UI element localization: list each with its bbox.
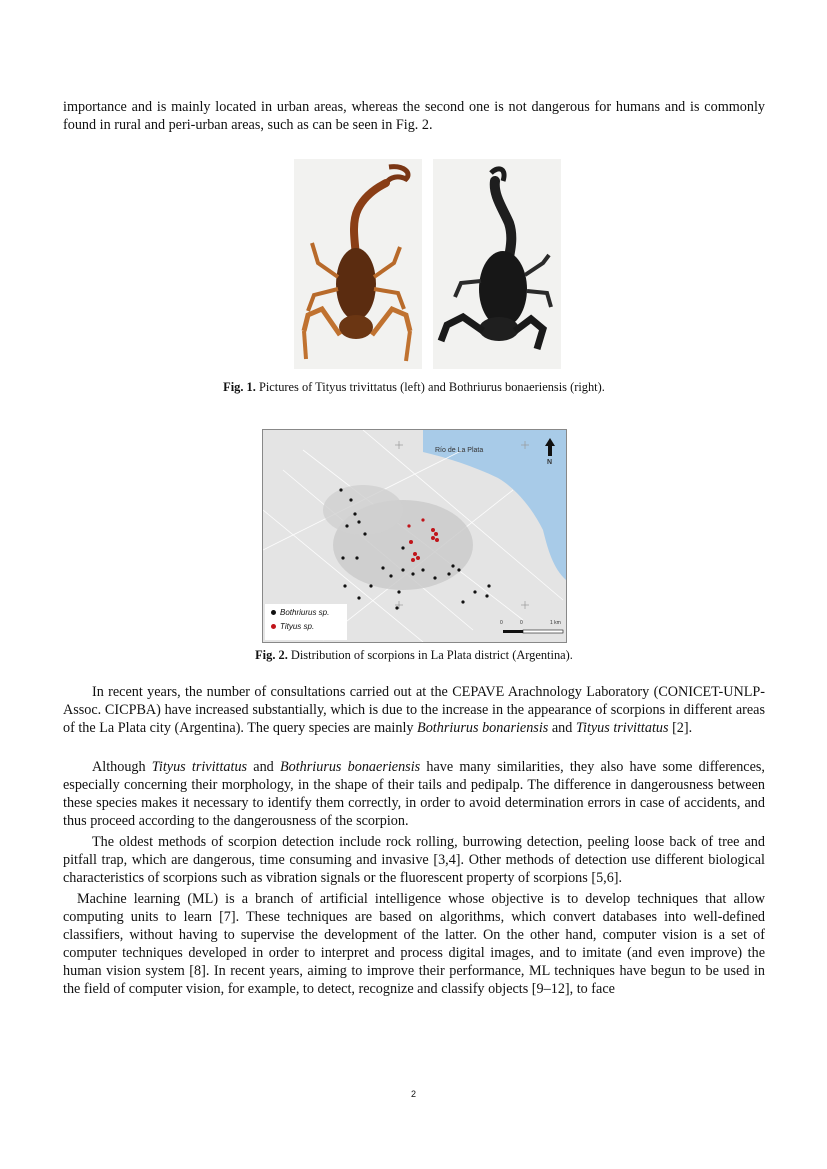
figure-2-caption xyxy=(63,647,765,663)
paragraph-machine-learning: Machine learning (ML) is a branch of artificial intelligence whose objective is to develop techniques that allow computing units to learn [7]. These techniques are based on algorithms, which convert databases into well-defined classifiers, without having to supervise the development of the latter. On the other hand, computer vision is a set of computer techniques developed in order to interpret and process digital images, and to imitate (and even improve) the human vision system [8]. In recent years, aiming to improve their performance, ML techniques have begun to be used in the field of computer vision, for example, to detect, recognize and classify objects [9–12], to face xyxy=(63,891,765,997)
figure-2-map xyxy=(262,429,567,643)
photo-tityus-trivittatus xyxy=(294,159,422,369)
bothriurus-dot-icon xyxy=(271,610,276,615)
figure-2-label: Fig. 2. xyxy=(255,648,288,662)
river-label: Río de La Plata xyxy=(435,447,484,454)
paragraph-continuation: importance and is mainly located in urban areas, whereas the second one is not dangerous for humans and is commonly found in rural and peri-urban areas, such as can be seen in Fig. 2. xyxy=(63,99,765,133)
north-label: N xyxy=(547,459,553,466)
legend-tityus: Tityus sp. xyxy=(280,622,315,631)
map-legend xyxy=(265,604,347,640)
scale-label-2: 1 km xyxy=(550,620,561,626)
figure-2-caption-text: Distribution of scorpions in La Plata district (Argentina). xyxy=(287,648,573,662)
tityus-dot-icon xyxy=(271,624,276,629)
figure-1-caption-text: Pictures of Tityus trivittatus (left) and Bothriurus bonaeriensis (right). xyxy=(255,380,605,394)
figure-1-caption xyxy=(63,379,765,395)
figure-1-label: Fig. 1. xyxy=(223,380,256,394)
paragraph-consultations: In recent years, the number of consultations carried out at the CEPAVE Arachnology Laboratory (CONICET-UNLP- Assoc. CICPBA) have increased substantially, which is due to the increase in the appearance of scorpions in different areas of the La Plata city (Argentina). The query species are mainly Bothriurus bonariensis and Tityus trivittatus [2]. xyxy=(63,684,765,736)
scale-bar xyxy=(503,630,563,633)
photo-bothriurus-bonaeriensis xyxy=(433,159,561,369)
legend-bothriurus: Bothriurus sp. xyxy=(280,608,330,617)
paragraph-detection-methods: The oldest methods of scorpion detection include rock rolling, burrowing detection, peeling loose back of tree and pitfall trap, which are dangerous, time consuming and invasive [3,4]. Other methods of detection use different biological characteristics of scorpions such as vibration signals or the fluorescent property of scorpions [5,6]. xyxy=(63,834,765,886)
scale-label-1: 0 xyxy=(520,620,523,626)
paragraph-similarities: Although Tityus trivittatus and Bothriurus bonaeriensis have many similarities, they also have some differences, especially concerning their morphology, in the shape of their tails and pedipalp. The difference in dangerousness between these species makes it necessary to identify them correctly, in order to avoid determination errors in case of accidents, and thus proceed according to the dangerousness of the scorpion. xyxy=(63,759,765,829)
scale-label-0: 0 xyxy=(500,620,503,626)
page-number: 2 xyxy=(410,1089,416,1099)
